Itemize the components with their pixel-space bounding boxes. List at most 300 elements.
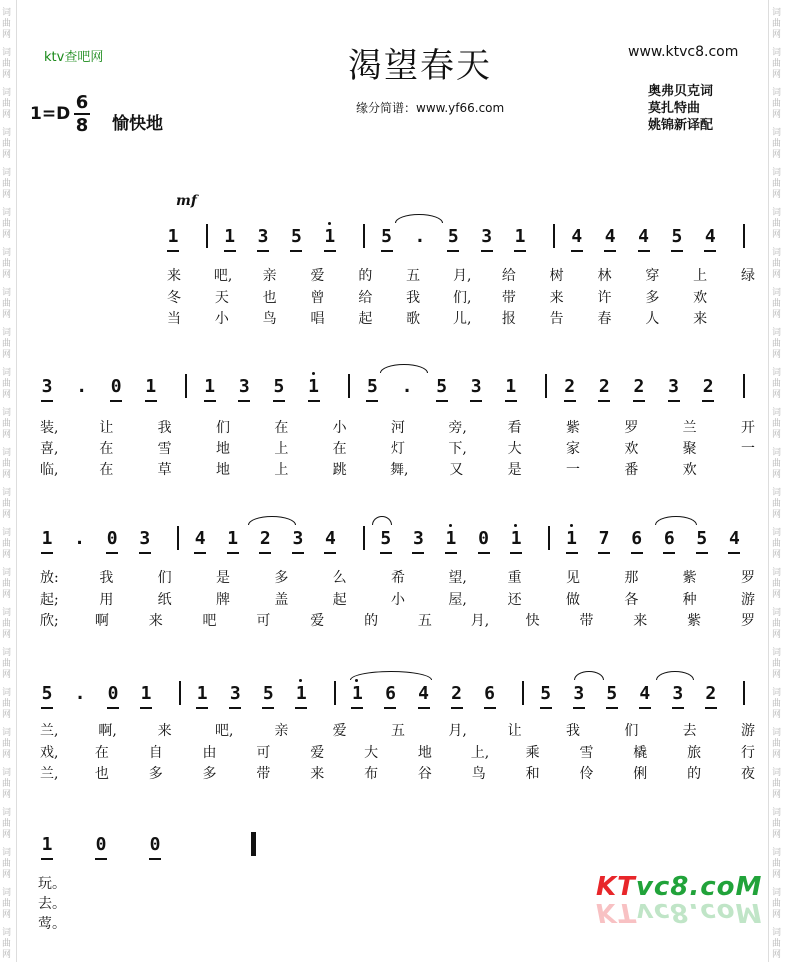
lyric-char: 谷 <box>417 766 432 782</box>
lyric-char: 重 <box>507 570 522 586</box>
lyric-char: 由 <box>202 745 217 761</box>
note-3: 3 <box>668 376 679 397</box>
barline <box>334 681 336 705</box>
note-1: 1 <box>505 376 517 397</box>
lyric-char: 们, <box>453 290 472 306</box>
translator-credit: 姚锦新译配 <box>648 118 714 133</box>
watermark-char: 网 <box>772 230 782 240</box>
octave-dot <box>449 524 452 527</box>
watermark-char: 词 <box>772 168 782 178</box>
watermark-char: 网 <box>772 390 782 400</box>
note-7: 7 <box>598 528 610 549</box>
watermark-char: 词 <box>2 528 12 538</box>
beam-underline <box>227 552 239 554</box>
lyric-char: 月, <box>470 613 490 629</box>
beam-underline <box>290 250 302 252</box>
lyric-char: 伶 <box>579 766 594 782</box>
beam-underline <box>728 552 740 554</box>
lyric-char: 的 <box>364 613 379 629</box>
watermark-char: 网 <box>772 30 782 40</box>
lyric-char: 兰, <box>40 723 59 739</box>
watermark-char: 曲 <box>772 299 782 309</box>
watermark-char: 曲 <box>2 379 12 389</box>
lyric-char: 多 <box>148 766 163 782</box>
beam-underline <box>351 707 363 709</box>
note-4: 4 <box>604 226 616 247</box>
note-.: . <box>74 683 86 704</box>
lyric-char: 吧, <box>215 723 234 739</box>
note-1: 1 <box>196 683 208 704</box>
lyric-char: 聚 <box>682 441 697 457</box>
note-1: 1 <box>352 683 363 704</box>
lyric-char: 让 <box>99 420 114 436</box>
lyric-char: 来 <box>549 290 564 306</box>
site-url-right: www.ktvc8.com <box>628 44 739 60</box>
note-5: 5 <box>41 683 53 704</box>
site-name-left: ktv查吧网 <box>44 50 104 65</box>
lyric-char: 望, <box>448 570 467 586</box>
lyric-char: 曾 <box>310 290 325 306</box>
lyric-char: 们 <box>157 570 172 586</box>
note-0: 0 <box>478 528 489 549</box>
watermark-char: 曲 <box>772 339 782 349</box>
beam-underline <box>672 707 684 709</box>
watermark-char: 曲 <box>2 459 12 469</box>
lyric-char: 多 <box>274 570 289 586</box>
watermark-char: 网 <box>2 190 12 200</box>
barline <box>348 374 350 398</box>
octave-dot <box>514 524 517 527</box>
lyric-char: 我 <box>99 570 114 586</box>
watermark-char: 网 <box>772 590 782 600</box>
lyric-char: 爱 <box>310 613 325 629</box>
watermark-char: 曲 <box>2 19 12 29</box>
beam-underline <box>606 707 618 709</box>
lyric-char: 亲 <box>262 268 277 284</box>
note-3: 3 <box>412 528 424 549</box>
beam-underline <box>167 250 179 252</box>
lyric-char: 多 <box>645 290 660 306</box>
watermark-char: 网 <box>2 150 12 160</box>
watermark-char: 词 <box>772 48 782 58</box>
beam-underline <box>238 400 250 402</box>
lyric-char: 可 <box>256 745 271 761</box>
watermark-char: 词 <box>2 808 12 818</box>
watermark-char: 曲 <box>772 219 782 229</box>
lyric-char: 月, <box>453 268 472 284</box>
watermark-char: 曲 <box>772 179 782 189</box>
beam-underline <box>598 400 610 402</box>
watermark-char: 网 <box>772 110 782 120</box>
watermark-char: 曲 <box>2 139 12 149</box>
watermark-char: 网 <box>2 230 12 240</box>
lyric-char: 用 <box>99 592 114 608</box>
watermark-char: 曲 <box>2 299 12 309</box>
lyric-char: 多 <box>202 766 217 782</box>
note-1: 1 <box>145 376 157 397</box>
note-5: 5 <box>540 683 552 704</box>
beam-underline <box>671 250 683 252</box>
watermark-char: 词 <box>2 208 12 218</box>
watermark-char: 网 <box>772 910 782 920</box>
watermark-char: 词 <box>772 848 782 858</box>
beam-underline <box>418 707 430 709</box>
lyric-char: 来 <box>167 268 181 284</box>
lyric-char: 见 <box>566 570 580 586</box>
watermark-char: 词 <box>2 368 12 378</box>
watermark-char: 词 <box>2 48 12 58</box>
watermark-char: 曲 <box>2 899 12 909</box>
lyric-char: 看 <box>507 420 522 436</box>
watermark-char: 曲 <box>2 259 12 269</box>
lyric-char: 让 <box>507 723 522 739</box>
beam-underline <box>598 552 610 554</box>
beam-underline <box>631 552 643 554</box>
beam-underline <box>324 552 336 554</box>
watermark-char: 曲 <box>2 619 12 629</box>
watermark-char: 词 <box>2 248 12 258</box>
note-4: 4 <box>194 528 206 549</box>
note-5: 5 <box>696 528 708 549</box>
lyric-char: 林 <box>597 268 612 284</box>
lyric-char: 灯 <box>391 441 405 457</box>
beam-underline <box>702 400 714 402</box>
lyric-char: 绿 <box>741 268 755 284</box>
slur-tie <box>655 516 697 525</box>
lyric-char: 啊 <box>94 613 109 629</box>
lyric-char: 喜, <box>40 441 59 457</box>
note-0: 0 <box>106 528 118 549</box>
watermark-char: 词 <box>2 408 12 418</box>
beam-underline <box>412 552 424 554</box>
lyric-char: 小 <box>391 592 405 608</box>
lyric-char: 五 <box>406 268 421 284</box>
lyric-char: 装, <box>40 420 59 436</box>
octave-dot <box>312 372 315 375</box>
watermark-char: 曲 <box>2 419 12 429</box>
lyric-char: 我 <box>566 723 580 739</box>
lyric-char: 莺。 <box>38 916 66 932</box>
source-credit: 缘分简谱：www.yf66.com <box>356 101 505 115</box>
beam-underline <box>384 707 396 709</box>
lyric-char: 上 <box>274 441 289 457</box>
lyric-char: 旅 <box>687 745 702 761</box>
watermark-char: 词 <box>772 328 782 338</box>
lyric-char: 家 <box>566 441 580 457</box>
beam-underline <box>149 858 161 860</box>
watermark-char: 词 <box>772 568 782 578</box>
lyric-char: 吧 <box>202 613 217 629</box>
watermark-char: 词 <box>2 728 12 738</box>
note-.: . <box>414 226 426 247</box>
watermark-char: 词 <box>2 688 12 698</box>
lyric-char: 冬 <box>167 290 181 306</box>
lyric-char: 地 <box>216 462 230 478</box>
note-6: 6 <box>663 528 675 549</box>
lyric-char: 起 <box>358 311 373 327</box>
beam-underline <box>705 707 717 709</box>
beam-underline <box>204 400 216 402</box>
note-4: 4 <box>638 226 649 247</box>
watermark-char: 曲 <box>772 459 782 469</box>
note-.: . <box>401 376 413 397</box>
beam-underline <box>41 400 53 402</box>
watermark-char: 曲 <box>772 99 782 109</box>
lyric-char: 上, <box>470 745 490 761</box>
lyric-char: 也 <box>262 290 277 306</box>
lyric-char: 那 <box>624 570 639 586</box>
lyric-char: 人 <box>645 311 660 327</box>
lyric-char: 唱 <box>310 311 325 327</box>
watermark-char: 词 <box>2 448 12 458</box>
lyric-char: 儿, <box>453 311 472 327</box>
lyric-char: 罗 <box>741 613 755 629</box>
time-signature-top: 6 <box>75 92 89 113</box>
watermark-char: 词 <box>772 528 782 538</box>
lyric-char: 春 <box>597 311 612 327</box>
note-1: 1 <box>295 683 307 704</box>
watermark-char: 曲 <box>772 779 782 789</box>
note-4: 4 <box>571 226 583 247</box>
note-6: 6 <box>385 683 396 704</box>
lyric-char: 放: <box>40 570 59 586</box>
note-1: 1 <box>167 226 179 247</box>
watermark-char: 网 <box>772 350 782 360</box>
lyric-char: 紫 <box>687 613 702 629</box>
beam-underline <box>110 400 122 402</box>
barline <box>548 526 550 550</box>
barline <box>743 681 745 705</box>
note-1: 1 <box>41 834 53 855</box>
watermark-char: 曲 <box>772 859 782 869</box>
beam-underline <box>481 250 493 252</box>
dynamic-marking: mf <box>176 193 197 209</box>
watermark-char: 词 <box>772 688 782 698</box>
lyric-char: 们 <box>216 420 230 436</box>
lyric-char: 带 <box>501 290 516 306</box>
beam-underline <box>470 400 482 402</box>
watermark-char: 曲 <box>2 779 12 789</box>
note-2: 2 <box>633 376 645 397</box>
lyric-char: 带 <box>256 766 271 782</box>
watermark-char: 词 <box>772 928 782 938</box>
watermark-char: 词 <box>2 88 12 98</box>
note-5: 5 <box>273 376 285 397</box>
lyric-char: 兰 <box>682 420 697 436</box>
lyric-char: 树 <box>549 268 564 284</box>
watermark-char: 词 <box>2 328 12 338</box>
watermark-char: 网 <box>772 310 782 320</box>
lyric-char: 夜 <box>741 766 755 782</box>
watermark-char: 网 <box>772 630 782 640</box>
note-1: 1 <box>514 226 526 247</box>
lyric-char: 一 <box>741 441 755 457</box>
watermark-char: 词 <box>772 648 782 658</box>
watermark-char: 网 <box>2 630 12 640</box>
note-2: 2 <box>598 376 610 397</box>
lyric-char: 五 <box>391 723 405 739</box>
beam-underline <box>380 552 392 554</box>
lyric-char: 的 <box>358 268 373 284</box>
lyric-char: 小 <box>332 420 347 436</box>
lyric-char: 爱 <box>332 723 347 739</box>
lyric-char: 报 <box>501 311 516 327</box>
lyric-char: 一 <box>566 462 580 478</box>
note-6: 6 <box>631 528 643 549</box>
lyric-char: 啊, <box>98 723 117 739</box>
slur-tie <box>350 671 432 680</box>
barline <box>363 224 365 248</box>
lyric-char: 大 <box>507 441 522 457</box>
lyric-char: 鸟 <box>262 311 277 327</box>
note-3: 3 <box>470 376 482 397</box>
lyric-char: 是 <box>507 462 522 478</box>
beam-underline <box>308 400 320 402</box>
note-3: 3 <box>41 376 53 397</box>
note-3: 3 <box>229 683 241 704</box>
lyric-char: 大 <box>364 745 379 761</box>
note-3: 3 <box>238 376 250 397</box>
barline <box>553 224 555 248</box>
lyric-char: 可 <box>256 613 271 629</box>
lyric-char: 我 <box>406 290 421 306</box>
lyric-char: 么 <box>332 570 347 586</box>
lyric-char: 和 <box>525 766 540 782</box>
lyric-char: 五 <box>417 613 432 629</box>
slur-tie <box>248 516 296 525</box>
lyric-char: 紫 <box>566 420 580 436</box>
lyric-char: 来 <box>157 723 172 739</box>
beam-underline <box>106 552 118 554</box>
lyric-char: 地 <box>417 745 432 761</box>
watermark-char: 曲 <box>2 859 12 869</box>
watermark-char: 词 <box>772 8 782 18</box>
watermark-char: 曲 <box>772 379 782 389</box>
watermark-char: 网 <box>2 270 12 280</box>
lyric-char: 爱 <box>310 745 325 761</box>
lyric-char: 各 <box>624 592 639 608</box>
lyric-char: 下, <box>448 441 467 457</box>
lyric-char: 自 <box>148 745 163 761</box>
lyric-char: 给 <box>501 268 516 284</box>
note-3: 3 <box>481 226 493 247</box>
watermark-char: 词 <box>2 488 12 498</box>
note-.: . <box>74 528 85 549</box>
watermark-char: 词 <box>772 608 782 618</box>
lyric-char: 又 <box>449 462 464 478</box>
lyric-char: 在 <box>94 745 109 761</box>
note-4: 4 <box>704 226 716 247</box>
note-3: 3 <box>139 528 151 549</box>
beam-underline <box>295 707 307 709</box>
lyric-char: 戏, <box>40 745 59 761</box>
beam-underline <box>95 858 107 860</box>
note-5: 5 <box>366 376 378 397</box>
beam-underline <box>41 552 53 554</box>
lyric-char: 我 <box>157 420 172 436</box>
beam-underline <box>514 250 526 252</box>
watermark-char: 网 <box>2 870 12 880</box>
beam-underline <box>633 400 645 402</box>
watermark-char: 曲 <box>772 579 782 589</box>
lyric-char: 乘 <box>525 745 540 761</box>
watermark-char: 曲 <box>2 99 12 109</box>
note-1: 1 <box>140 683 152 704</box>
note-1: 1 <box>324 226 336 247</box>
watermark-char: 网 <box>772 550 782 560</box>
watermark-char: 词 <box>772 248 782 258</box>
barline <box>743 374 745 398</box>
lyric-char: 亲 <box>274 723 289 739</box>
lyric-char: 小 <box>214 311 229 327</box>
final-barline <box>251 832 256 856</box>
watermark-char: 网 <box>772 510 782 520</box>
note-1: 1 <box>510 528 522 549</box>
note-1: 1 <box>224 226 236 247</box>
watermark-char: 网 <box>2 790 12 800</box>
barline <box>179 681 181 705</box>
lyric-char: 兰, <box>40 766 59 782</box>
tempo-marking: 愉快地 <box>112 114 163 134</box>
beam-underline <box>696 552 708 554</box>
lyric-char: 橇 <box>633 745 648 761</box>
watermark-char: 词 <box>772 88 782 98</box>
note-3: 3 <box>573 683 585 704</box>
note-5: 5 <box>291 226 302 247</box>
lyric-char: 吧, <box>213 268 233 284</box>
lyric-char: 玩。 <box>38 876 66 892</box>
lyric-char: 地 <box>216 441 230 457</box>
watermark-char: 词 <box>772 768 782 778</box>
lyric-char: 上 <box>693 268 708 284</box>
lyric-char: 草 <box>157 462 172 478</box>
watermark-char: 词 <box>772 488 782 498</box>
slur-tie <box>372 516 392 525</box>
lyric-char: 在 <box>99 441 114 457</box>
beam-underline <box>445 552 457 554</box>
lyric-char: 雪 <box>157 441 172 457</box>
beam-underline <box>566 552 578 554</box>
lyric-char: 上 <box>274 462 289 478</box>
watermark-char: 网 <box>2 430 12 440</box>
octave-dot <box>570 524 573 527</box>
octave-dot <box>328 222 331 225</box>
barline <box>185 374 187 398</box>
watermark-char: 网 <box>2 550 12 560</box>
beam-underline <box>139 552 151 554</box>
lyric-char: 紫 <box>682 570 697 586</box>
beam-underline <box>668 400 680 402</box>
watermark-char: 曲 <box>772 19 782 29</box>
watermark-char: 网 <box>772 870 782 880</box>
watermark-char: 网 <box>772 70 782 80</box>
watermark-char: 词 <box>2 608 12 618</box>
watermark-char: 网 <box>772 470 782 480</box>
watermark-char: 网 <box>2 830 12 840</box>
watermark-char: 曲 <box>772 59 782 69</box>
watermark-char: 曲 <box>772 259 782 269</box>
watermark-char: 曲 <box>2 579 12 589</box>
beam-underline <box>571 250 583 252</box>
beam-underline <box>273 400 285 402</box>
lyric-char: 舞, <box>390 462 409 478</box>
beam-underline <box>324 250 336 252</box>
lyric-char: 俐 <box>633 766 648 782</box>
beam-underline <box>196 707 208 709</box>
watermark-char: 曲 <box>772 659 782 669</box>
note-2: 2 <box>564 376 576 397</box>
watermark-char: 曲 <box>2 219 12 229</box>
